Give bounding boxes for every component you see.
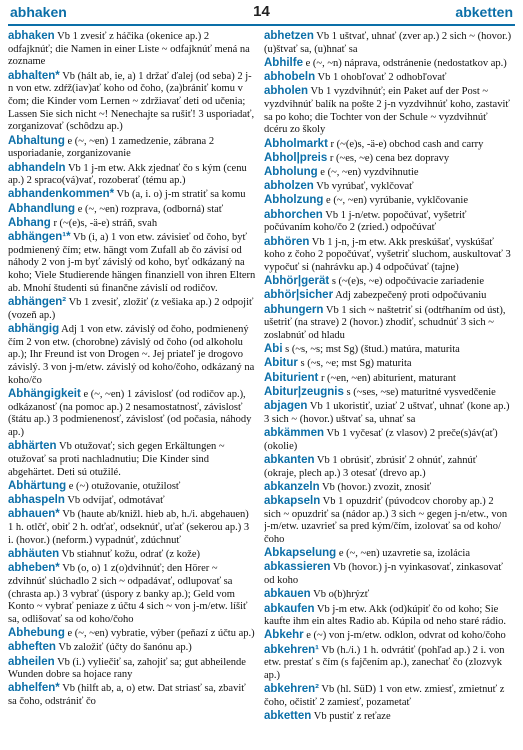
entry-definition: Vb 1 sich ~ naštetriť si (odtŕhaním od úst), ušetriť (na strave) 2 (hovor.) zhodiť, schudnúť 3 sich ~ zoslabnúť od hladu (264, 304, 506, 341)
entry-headword: Abkehr (264, 629, 304, 642)
entry-headword: abhalten* (8, 69, 60, 82)
entry-headword: Abitur|zeugnis (264, 385, 344, 398)
dictionary-entry (264, 588, 512, 602)
entry-definition: Vb vyrúbať, vyklčovať (313, 181, 414, 193)
entry-headword: abheben* (8, 562, 60, 575)
entry-headword: abhauen* (8, 508, 60, 521)
entry-headword: abkassieren (264, 561, 331, 574)
entry-definition: Vb 1 zvesiť z háčika (okenice ap.) 2 odfajknúť; die Namen in einer Liste ~ odfajknúť mená na zozname (8, 31, 250, 68)
entry-definition: e (~) otužovanie, otužilosť (66, 480, 181, 492)
dictionary-entry (264, 275, 512, 289)
guide-word-right: abketten (455, 4, 513, 20)
dictionary-entry (8, 30, 256, 69)
entry-definition: Vb 1 vyzdvihnúť; ein Paket auf der Post ~ vyzdvihnúť balík na pošte 2 j-n vyzdvihnúť koho, zastaviť sa po koho; die Tochter von der Schule ~ vyzdvihnúť dcéru zo školy (264, 86, 510, 136)
entry-headword: abhetzen (264, 30, 314, 42)
entry-definition: Vb (a, i. o) j-m stratiť sa komu (114, 189, 246, 201)
entry-headword: abhören (264, 235, 310, 248)
dictionary-entry (264, 343, 512, 357)
dictionary-entry (264, 194, 512, 208)
entry-headword: abhaspeln (8, 494, 65, 507)
entry-headword: abheilen (8, 655, 55, 668)
entry-definition: s (~ses, ~se) maturitné vysvedčenie (343, 386, 496, 398)
entry-definition: e (~, ~en) vyzdvihnutie (317, 167, 419, 179)
dictionary-entry (8, 641, 256, 655)
dictionary-entry (264, 386, 512, 400)
entry-definition: Vb (i, a) 1 von etw. závisieť od čoho, byť podmienený čím; etw. hängt vom Zufall ab čo závisí od náhody 2 von j-m byť závislý od koho, byť odkázaný na koho; Viele Studierende hängen finanziell von ihren Eltern ab. Mnohí študenti sú finančne závislí od rodičov. (8, 232, 256, 294)
page-header (0, 0, 523, 26)
dictionary-entry (264, 289, 512, 303)
entry-headword: abhaken (8, 30, 55, 42)
entry-definition: Adj 1 von etw. závislý od čoho, podmienený čím 2 von etw. (chorobne) závislý od čoho (od alkoholu ap.); Ihr Freund ist von Drogen ~. Jej priateľ je drogovo závislý. 3 von j-m/etw. závislý od koho/čoho, odkázaný na koho/čo (8, 323, 255, 386)
right-column (264, 30, 512, 748)
entry-headword: abkanten (264, 453, 315, 466)
header-rule (8, 24, 515, 26)
entry-definition: Vb 1 ohobľovať 2 odhobľovať (315, 72, 447, 84)
entry-headword: abkehren² (264, 683, 319, 696)
entry-headword: Abiturient (264, 371, 319, 384)
entry-headword: abjagen (264, 399, 308, 412)
entry-headword: Abholmarkt (264, 137, 328, 150)
entry-definition: Vb otužovať; sich gegen Erkältungen ~ otužovať sa proti nachladnutiu; Die Kinder sind abgehärtet. Deti sú otužilé. (8, 441, 225, 478)
entry-headword: Abitur (264, 357, 298, 370)
entry-headword: abheften (8, 641, 56, 654)
dictionary-entry (264, 427, 512, 453)
entry-definition: Vb (hilft ab, a, o) etw. Dat striasť sa, zbaviť sa čoho, odstrániť čo (8, 683, 246, 708)
entry-definition: e (~, ~en) uzavretie sa, izolácia (336, 548, 471, 560)
entry-definition: e (~, ~en) 1 závislosť (od rodičov ap.), odkázanosť (na pomoc ap.) 2 nesamostatnosť, závislosť (štátu ap.) 3 podmienenosť, závislosť (od počasia, náhody ap.) (8, 388, 252, 439)
entry-definition: Vb stiahnuť kožu, odrať (z kože) (59, 548, 200, 560)
entry-headword: abholzen (264, 180, 314, 193)
entry-headword: abhängen¹* (8, 231, 71, 244)
entry-definition: Vb (hovor.) j-n vyinkasovať, zinkasovať od koho (264, 562, 503, 587)
dictionary-entry (264, 454, 512, 480)
entry-definition: Vb 1 j-n/etw. popočúvať, vyšetriť počúvaním koho/čo 2 (zried.) odpočúvať (264, 209, 467, 234)
entry-definition: Vb 1 ukoristiť, uziať 2 uštvať, uhnať (kone ap.) 3 sich ~ (hovor.) uštvať sa, uhnať sa (264, 400, 510, 425)
entry-headword: abhobeln (264, 71, 316, 84)
entry-headword: Abhör|gerät (264, 275, 330, 288)
dictionary-entry (264, 166, 512, 180)
entry-headword: abkauen (264, 588, 311, 601)
dictionary-entry (8, 480, 256, 494)
entry-headword: abhandeln (8, 161, 66, 174)
dictionary-entry (8, 231, 256, 296)
dictionary-entry (8, 494, 256, 508)
entry-definition: Vb (hált ab, ie, a) 1 držať ďalej (od seba) 2 j-n von etw. zdŕž(iav)ať koho od čoho, (za)brániť komu v čom; die Kinder vom Lernen ~ zdržiavať deti od učenia; Lassen Sie sich nicht ~! Nenechajte sa rušiť! 3 usporiadať, zorganizovať (schôdzu ap.) (8, 70, 255, 133)
dictionary-entry (8, 162, 256, 188)
dictionary-entry (264, 400, 512, 426)
entry-headword: abkaufen (264, 602, 315, 615)
entry-definition: r (~es, ~e) cena bez dopravy (327, 152, 450, 164)
entry-headword: abkanzeln (264, 480, 320, 493)
dictionary-entry (8, 656, 256, 682)
dictionary-entry (8, 508, 256, 547)
entry-headword: Abhilfe (264, 56, 303, 69)
entry-headword: abketten (264, 710, 312, 723)
entry-definition: e (~, ~n) náprava, odstránenie (nedostatkov ap.) (302, 57, 507, 69)
entry-headword: abhungern (264, 303, 324, 316)
dictionary-entry (264, 372, 512, 386)
guide-word-left: abhaken (10, 4, 67, 20)
entry-headword: Abhang (8, 216, 51, 229)
dictionary-entry (8, 323, 256, 388)
entry-definition: Vb (o, o) 1 z(o)dvihnúť; den Hörer ~ zdvihnúť slúchadlo 2 sich ~ odpadávať, odlupovať sa (chrasta ap.) 3 vybrať (úspory z banky ap.); Geld vom Konto ~ vybrať peniaze z účtu 4 sich ~ von j-m/etw. líšiť sa, odlišovať sa od koho/čoho (8, 563, 248, 625)
entry-headword: Abholzung (264, 194, 324, 207)
entry-definition: e (~, ~en) 1 zamedzenie, zábrana 2 usporiadanie, zorganizovanie (8, 135, 215, 160)
entry-headword: Abhol|preis (264, 151, 328, 164)
dictionary-entry (8, 217, 256, 231)
entry-definition: e (~, ~en) vybratie, výber (peňazí z účtu ap.) (64, 628, 255, 640)
entry-headword: abhärten (8, 440, 57, 453)
dictionary-entry (264, 209, 512, 235)
dictionary-entry (264, 236, 512, 275)
entry-definition: r (~en, ~en) abiturient, maturant (318, 372, 456, 384)
entry-headword: Abholung (264, 166, 318, 179)
entry-definition: Vb 1 obrúsiť, zbrúsiť 2 ohnúť, zahnúť (okraje, plech ap.) 3 otesať (drevo ap.) (264, 454, 478, 479)
dictionary-entry (264, 152, 512, 166)
entry-headword: abhängig (8, 322, 60, 335)
dictionary-entry (264, 629, 512, 643)
entry-definition: Vb pustiť z reťaze (311, 711, 391, 723)
entry-definition: Vb (hovor.) zvozit, znosiť (319, 481, 432, 493)
entry-headword: abhandenkommen* (8, 188, 115, 201)
dictionary-entry (264, 547, 512, 561)
dictionary-entry (264, 710, 512, 724)
entry-definition: Vb 1 opuzdriť (púvodcov choroby ap.) 2 sich ~ opuzdriť sa (nádor ap.) 3 sich ~ gegen j-n/etw., von j-m/etw. uzavrieť sa pred kým/čím, izolovať sa od koho/čoho (264, 495, 508, 546)
dictionary-entry (8, 562, 256, 627)
entry-definition: Vb 1 uštvať, uhnať (zver ap.) 2 sich ~ (hovor.) (u)štvať sa, (u)hnať sa (264, 31, 512, 55)
entry-headword: Abhängigkeit (8, 387, 81, 400)
dictionary-entry (8, 627, 256, 641)
entry-headword: abholen (264, 85, 309, 98)
entry-headword: abkapseln (264, 494, 321, 507)
dictionary-entry (264, 85, 512, 137)
entry-headword: Abi (264, 343, 283, 356)
entry-definition: Vb 1 j-n, j-m etw. Akk preskúšať, vyskúšať koho z čoho 2 popočúvať, vyšetriť sluchom, auskultovať 3 vypočuť si (nahrávku ap.) 4 odpočúvať (tajne) (264, 236, 511, 273)
entry-headword: abkämmen (264, 426, 325, 439)
dictionary-entry (8, 548, 256, 562)
dictionary-entry (8, 203, 256, 217)
dictionary-entry (8, 70, 256, 135)
entry-definition: Vb odvíjať, odmotávať (64, 495, 165, 507)
dictionary-entry (264, 495, 512, 547)
entry-definition: Vb (hl. SüD) 1 von etw. zmiesť, zmietnuť z čoho, očistiť 2 zamiesť, pozametať (264, 684, 505, 708)
entry-definition: r (~(e)s, -ä-e) obchod cash and carry (327, 138, 484, 150)
dictionary-entry (264, 304, 512, 343)
dictionary-entry (264, 180, 512, 194)
dictionary-entry (264, 683, 512, 709)
dictionary-entry (264, 71, 512, 85)
entry-headword: Abhaltung (8, 134, 65, 147)
entry-definition: Adj zabezpečený proti odpočúvaniu (333, 290, 487, 302)
entry-definition: r (~(e)s, -ä-e) stráň, svah (50, 217, 158, 229)
entry-headword: Abhandlung (8, 202, 76, 215)
dictionary-entry (8, 188, 256, 202)
dictionary-entry (264, 57, 512, 71)
entry-headword: Abhebung (8, 627, 65, 640)
entry-definition: s (~(e)s, ~e) odpočúvacie zariadenie (329, 276, 484, 288)
entry-definition: Vb j-m etw. Akk (od)kúpiť čo od koho; Sie kaufte ihm ein altes Radio ab. Kúpila od neho staré rádio. (264, 603, 507, 628)
dictionary-entry (8, 682, 256, 708)
entry-headword: abhelfen* (8, 682, 60, 695)
entry-definition: Vb 1 j-m etw. Akk zjednať čo s kým (cenu ap.) 2 spraco(vá)vať, rozoberať (tému ap.) (8, 162, 247, 187)
dictionary-entry (264, 138, 512, 152)
entry-definition: s (~s, ~s; mst Sg) (štud.) matúra, maturita (282, 344, 460, 356)
dictionary-entry (8, 388, 256, 440)
dictionary-entry (264, 481, 512, 495)
entry-definition: e (~, ~en) vyrúbanie, vyklčovanie (323, 195, 469, 207)
entry-definition: Vb (h./i.) 1 h. odvrátiť (pohľad ap.) 2 i. von etw. prestať s čím (s fajčením ap.), zanechať čo (zlozvyk ap.) (264, 644, 505, 682)
entry-definition: e (~, ~en) rozprava, (odborná) stať (75, 203, 224, 215)
dictionary-entry (264, 357, 512, 371)
entry-headword: abkehren¹ (264, 643, 319, 656)
entry-definition: Vb (haute ab/knižl. hieb ab, h./i. abgehauen) 1 h. otlčť, obiť 2 h. odťať, odseknúť, uťať (sekerou ap.) 3 i. (hovor.) (neform.) vypadnúť, zdúchnuť (8, 509, 250, 546)
entry-headword: abhäuten (8, 547, 60, 560)
entry-definition: s (~s, ~e; mst Sg) maturita (297, 358, 412, 370)
dictionary-entry (264, 561, 512, 587)
dictionary-entry (264, 30, 512, 56)
entry-headword: abhorchen (264, 208, 323, 221)
left-column (8, 30, 256, 748)
dictionary-entry (8, 296, 256, 322)
entry-headword: abhängen² (8, 296, 67, 309)
entry-definition: Vb založiť (účty do šanónu ap.) (55, 642, 192, 654)
entry-definition: Vb 1 zvesiť, zložiť (z vešiaka ap.) 2 odpojiť (vozeň ap.) (8, 297, 254, 321)
dictionary-entry (264, 644, 512, 683)
page-number: 14 (253, 3, 270, 20)
entry-definition: Vb o(b)hrýzť (310, 589, 370, 601)
dictionary-entry (8, 135, 256, 161)
entry-definition: e (~) von j-m/etw. odklon, odvrat od koho/čoho (303, 630, 506, 642)
entry-headword: abhör|sicher (264, 289, 334, 302)
dictionary-entry (264, 603, 512, 629)
entry-headword: Abkapselung (264, 547, 337, 560)
entry-headword: Abhärtung (8, 479, 67, 492)
dictionary-entry (8, 440, 256, 479)
entry-definition: Vb 1 vyčesať (z vlasov) 2 preče(s)áv(ať) (okolie) (264, 427, 498, 452)
entry-definition: Vb (i.) vyliečiť sa, zahojiť sa; gut abheilende Wunden dobre sa hojace rany (8, 656, 246, 681)
